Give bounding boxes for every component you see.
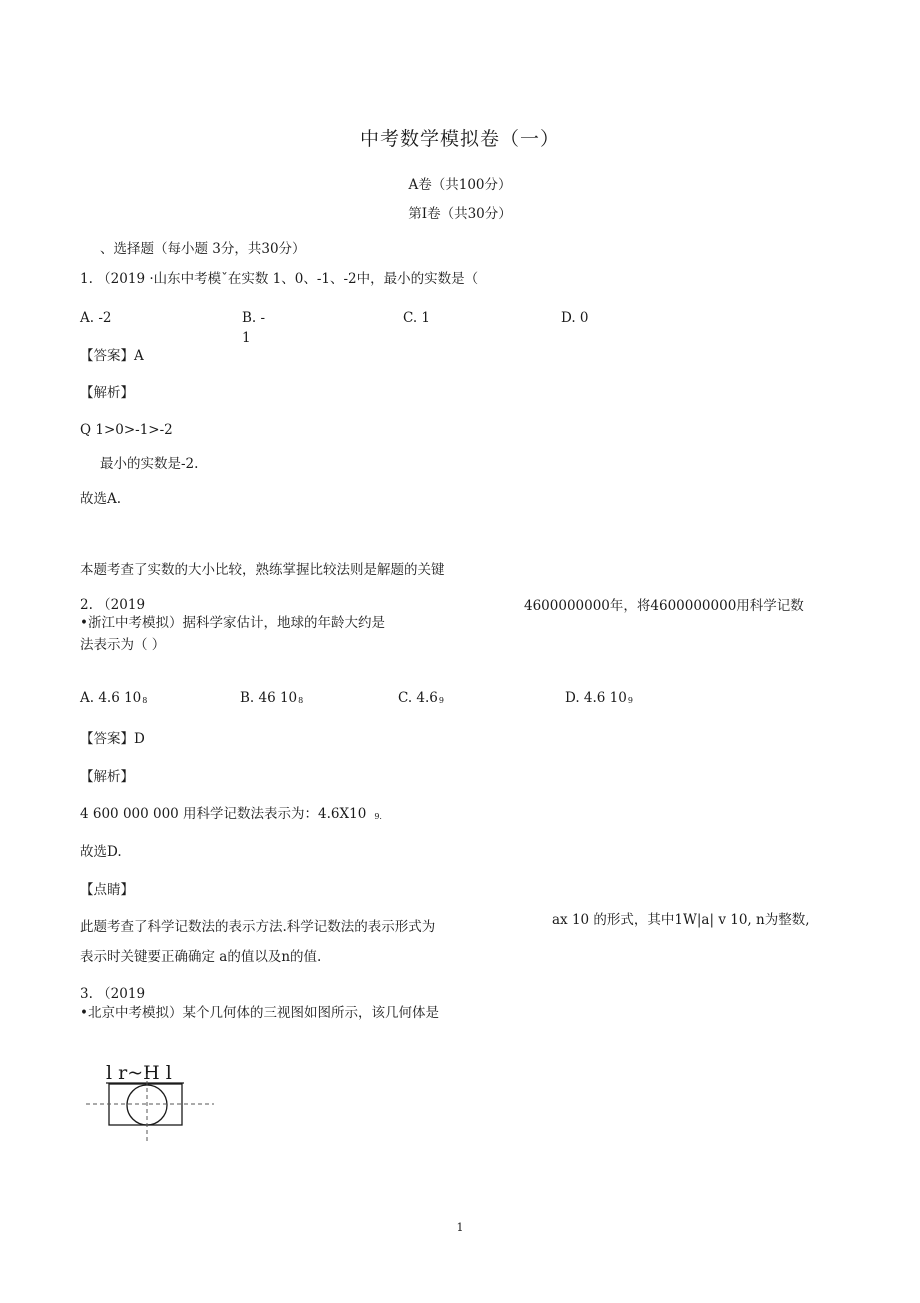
q1-analysis-line1: Q 1>0>-1>-2 xyxy=(80,422,173,438)
three-view-diagram xyxy=(80,1052,220,1152)
q2-option-a xyxy=(80,690,147,706)
section-heading: 、选择题（每小题 3分，共30分） xyxy=(100,241,306,257)
three-view-figure xyxy=(80,1052,220,1156)
subtitle-b: 第I卷（共30分） xyxy=(408,206,512,222)
q1-answer: 【答案】A xyxy=(80,348,144,364)
page-number: 1 xyxy=(456,1221,464,1234)
q1-analysis-line3: 故选A. xyxy=(80,491,122,507)
q2-analysis-line1-exp: 9. xyxy=(374,812,382,821)
q2-answer: 【答案】D xyxy=(80,731,145,747)
page-title: 中考数学模拟卷（一） xyxy=(359,128,560,150)
q2-stem-line2: •浙江中考模拟）据科学家估计，地球的年龄大约是 xyxy=(80,615,385,631)
q2-option-d xyxy=(565,690,633,706)
q2-tip-right: ax 10 的形式，其中1W|a| v 10, n为整数, xyxy=(552,912,810,928)
q1-option-c: C. 1 xyxy=(403,310,431,326)
q2-analysis-label: 【解析】 xyxy=(80,769,134,785)
q1-analysis-label: 【解析】 xyxy=(80,385,134,401)
q1-comment: 本题考查了实数的大小比较，熟练掌握比较法则是解题的关键 xyxy=(80,562,445,578)
q2-option-c-text: C. 4.6 xyxy=(398,690,438,706)
q2-stem-right: 4600000000年，将4600000000用科学记数 xyxy=(524,598,804,614)
q3-stem-line2: •北京中考模拟）某个几何体的三视图如图所示，该几何体是 xyxy=(80,1005,439,1021)
q2-stem-line3: 法表示为（ ） xyxy=(80,637,166,653)
q1-option-b-cont: 1 xyxy=(242,330,251,346)
q2-tip-line1: 此题考查了科学记数法的表示方法.科学记数法的表示形式为 xyxy=(80,919,436,935)
q2-option-b-exp: 8 xyxy=(298,696,304,705)
q2-option-d-exp: 9 xyxy=(627,696,633,705)
q2-option-b xyxy=(240,690,303,706)
q2-tip-label: 【点睛】 xyxy=(80,882,134,898)
q1-stem: 1. （2019 ·山东中考模ˇ在实数 1、0、-1、-2中，最小的实数是（ xyxy=(80,271,479,287)
q2-option-c xyxy=(398,690,444,706)
q2-option-b-text: B. 46 10 xyxy=(240,690,298,706)
q2-option-a-exp: 8 xyxy=(142,696,148,705)
q1-option-b: B. - xyxy=(242,310,266,326)
q2-tip-line2: 表示时关键要正确确定 a的值以及n的值. xyxy=(80,949,322,965)
q2-stem-number: 2. （2019 xyxy=(80,597,146,613)
q2-option-a-text: A. 4.6 10 xyxy=(80,690,142,706)
q1-analysis-line2: 最小的实数是-2. xyxy=(100,456,199,472)
q1-option-d: D. 0 xyxy=(561,310,589,326)
q2-option-d-text: D. 4.6 10 xyxy=(565,690,627,706)
q2-option-c-exp: 9 xyxy=(438,696,444,705)
q3-stem-number: 3. （2019 xyxy=(80,986,146,1002)
subtitle-a: A卷（共100分） xyxy=(408,177,512,193)
q1-option-a: A. -2 xyxy=(80,310,112,326)
q2-analysis-line2: 故选D. xyxy=(80,844,122,860)
figure-top-label: l r~H l xyxy=(106,1062,172,1084)
q2-analysis-line1 xyxy=(80,806,382,822)
q2-analysis-line1-text: 4 600 000 000 用科学记数法表示为：4.6X10 xyxy=(80,806,367,822)
